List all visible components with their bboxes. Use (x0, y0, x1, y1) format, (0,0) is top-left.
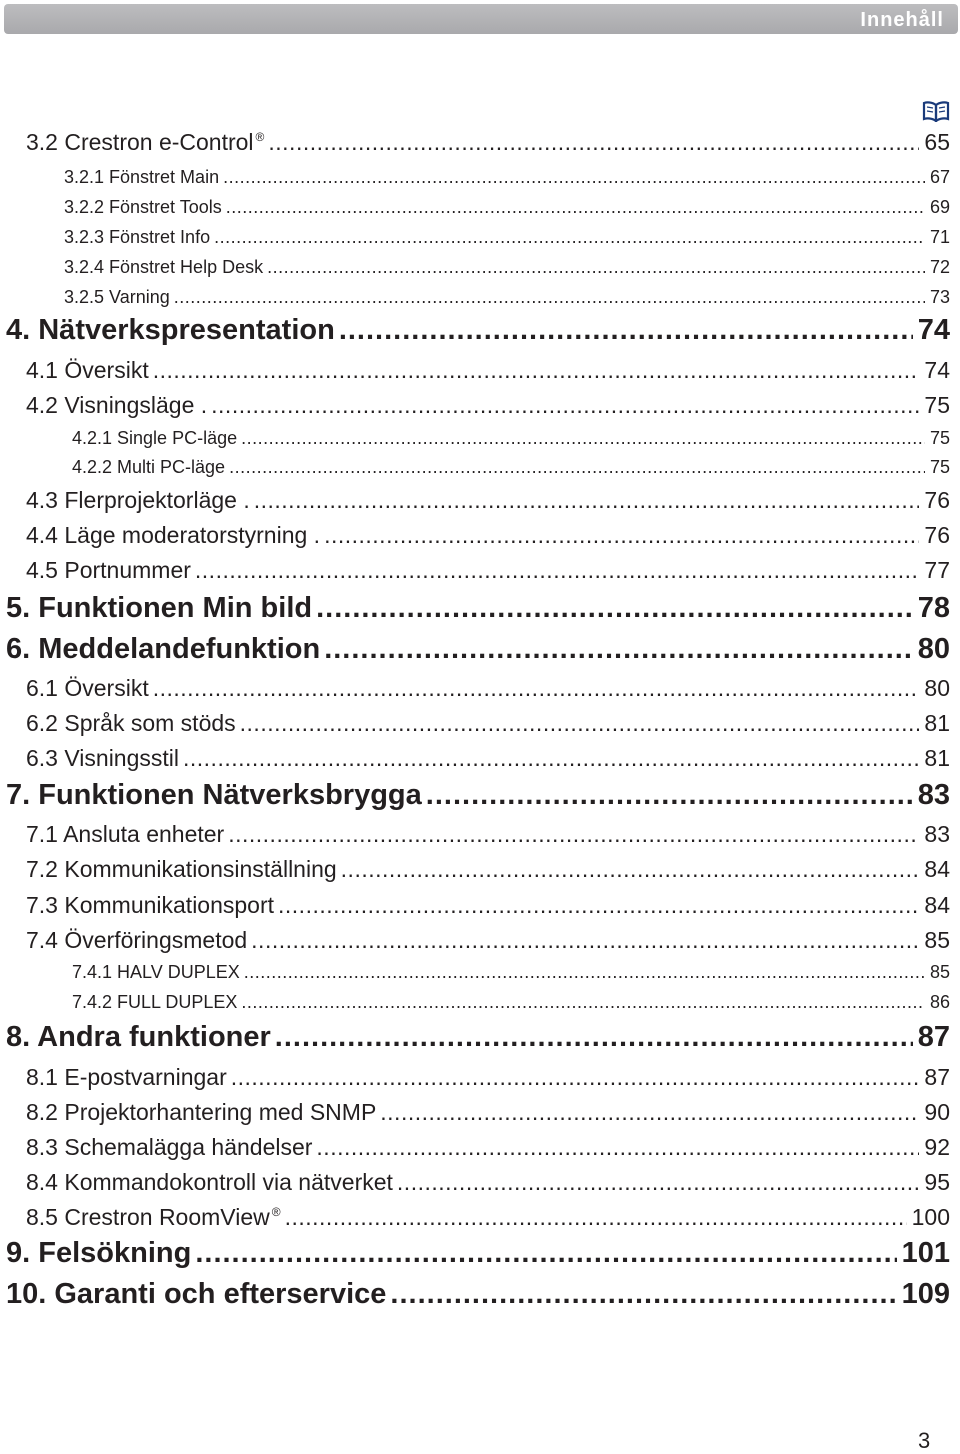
leader-dots (214, 227, 925, 248)
leader-dots (267, 257, 925, 278)
registered-mark: ® (271, 1205, 281, 1220)
toc-page: 75 (929, 457, 950, 477)
toc-entry[interactable] (26, 1064, 950, 1091)
leader-dots (226, 197, 925, 218)
toc-entry[interactable] (26, 557, 950, 584)
toc-page: 73 (929, 287, 950, 307)
leader-dots (195, 1237, 896, 1270)
toc-label: 8.2 Projektorhantering med SNMP (26, 1099, 377, 1125)
leader-dots (324, 522, 919, 549)
leader-dots (278, 892, 919, 919)
toc-page: 76 (924, 487, 950, 513)
toc-label: 10. Garanti och efterservice (6, 1278, 387, 1310)
toc-entry[interactable] (26, 821, 950, 848)
toc-label: 6. Meddelandefunktion (6, 633, 321, 665)
toc-entry[interactable] (26, 357, 950, 384)
leader-dots (324, 633, 913, 666)
toc-entry[interactable] (26, 675, 950, 702)
toc-label: 3.2.1 Fönstret Main (64, 167, 220, 187)
toc-page: 69 (929, 197, 950, 217)
leader-dots (285, 1204, 907, 1231)
toc-entry[interactable] (6, 779, 950, 812)
toc-entry[interactable] (64, 257, 950, 278)
toc-entry[interactable] (26, 1169, 950, 1196)
toc-page: 74 (924, 357, 950, 383)
toc-entry[interactable] (6, 592, 950, 625)
toc-label: 6.2 Språk som stöds (26, 710, 236, 736)
toc-page: 74 (917, 314, 950, 346)
toc-label: 6.3 Visningsstil (26, 745, 179, 771)
toc-page: 87 (924, 1064, 950, 1090)
toc-label: 5. Funktionen Min bild (6, 592, 313, 624)
toc-entry[interactable] (72, 962, 950, 983)
leader-dots (397, 1169, 919, 1196)
leader-dots (251, 927, 919, 954)
toc-page: 90 (924, 1099, 950, 1125)
toc-page: 71 (929, 227, 950, 247)
leader-dots (195, 557, 920, 584)
toc-entry[interactable] (64, 167, 950, 188)
toc-page: 75 (924, 392, 950, 418)
leader-dots (223, 167, 925, 188)
toc-page: 86 (929, 992, 950, 1012)
toc-label: 7.4.2 FULL DUPLEX (72, 992, 238, 1012)
toc-label: 3.2.4 Fönstret Help Desk (64, 257, 264, 277)
toc-page: 83 (924, 821, 950, 847)
leader-dots (241, 428, 925, 449)
toc-label: 8.5 Crestron RoomView (26, 1204, 270, 1230)
toc-page: 80 (917, 633, 950, 665)
toc-entry[interactable] (26, 856, 950, 883)
toc-label: 4.3 Flerprojektorläge . (26, 487, 250, 513)
toc-page: 101 (901, 1237, 950, 1269)
toc-label: 3.2.5 Varning (64, 287, 170, 307)
toc-label: 7.4 Överföringsmetod (26, 927, 248, 953)
toc-label: 4.2.2 Multi PC-läge (72, 457, 226, 477)
toc-entry[interactable] (26, 129, 950, 156)
registered-mark: ® (255, 130, 265, 145)
leader-dots (183, 745, 919, 772)
leader-dots (153, 675, 920, 702)
toc-entry[interactable] (72, 992, 950, 1013)
toc-label: 3.2.2 Fönstret Tools (64, 197, 222, 217)
leader-dots (316, 592, 913, 625)
toc-entry[interactable] (26, 522, 950, 549)
toc-page: 92 (924, 1134, 950, 1160)
toc-entry[interactable] (6, 1278, 950, 1311)
leader-dots (240, 710, 920, 737)
toc-label: 7.1 Ansluta enheter (26, 821, 225, 847)
toc-label: 6.1 Översikt (26, 675, 149, 701)
toc-label: 4.4 Läge moderatorstyrning . (26, 522, 321, 548)
toc-page: 76 (924, 522, 950, 548)
toc-page: 65 (924, 129, 950, 155)
toc-entry[interactable] (64, 197, 950, 218)
toc-entry[interactable] (26, 927, 950, 954)
toc-entry[interactable] (6, 1021, 950, 1054)
toc-page: 87 (917, 1021, 950, 1053)
leader-dots (231, 1064, 920, 1091)
toc-entry[interactable] (6, 633, 950, 666)
leader-dots (229, 457, 925, 478)
book-icon (922, 100, 950, 122)
toc-page: 84 (924, 856, 950, 882)
toc-entry[interactable] (6, 314, 950, 347)
toc-page: 85 (924, 927, 950, 953)
toc-label: 4.2.1 Single PC-läge (72, 428, 238, 448)
toc-label: 3.2.3 Fönstret Info (64, 227, 211, 247)
toc-page: 81 (924, 710, 950, 736)
leader-dots (341, 856, 920, 883)
leader-dots (316, 1134, 919, 1161)
toc-entry[interactable] (26, 1134, 950, 1161)
leader-dots (268, 129, 919, 156)
leader-dots (244, 962, 925, 983)
toc-page: 84 (924, 892, 950, 918)
toc-label: 7.2 Kommunikationsinställning (26, 856, 337, 882)
toc-entry[interactable] (26, 392, 950, 419)
toc-label: 7.4.1 HALV DUPLEX (72, 962, 240, 982)
toc-page: 72 (929, 257, 950, 277)
toc-page: 77 (924, 557, 950, 583)
toc-page: 95 (924, 1169, 950, 1195)
leader-dots (228, 821, 919, 848)
leader-dots (254, 487, 920, 514)
toc-entry[interactable] (26, 487, 950, 514)
toc-entry[interactable] (64, 227, 950, 248)
toc-label: 8.4 Kommandokontroll via nätverket (26, 1169, 393, 1195)
toc-entry[interactable] (64, 287, 950, 308)
leader-dots (380, 1099, 919, 1126)
toc-page: 67 (929, 167, 950, 187)
toc-entry[interactable] (26, 892, 950, 919)
toc-entry[interactable] (26, 1099, 950, 1126)
toc-entry[interactable] (72, 457, 950, 478)
toc-page: 80 (924, 675, 950, 701)
leader-dots (241, 992, 925, 1013)
header-bar (4, 4, 958, 34)
toc-entry[interactable] (26, 745, 950, 772)
toc-page: 83 (917, 779, 950, 811)
leader-dots (390, 1278, 896, 1311)
leader-dots (153, 357, 920, 384)
leader-dots (174, 287, 925, 308)
toc-label: 4. Nätverkspresentation (6, 314, 335, 346)
leader-dots (211, 392, 919, 419)
toc-entry[interactable] (6, 1237, 950, 1270)
toc-page: 85 (929, 962, 950, 982)
leader-dots (426, 779, 913, 812)
toc-page: 100 (911, 1204, 950, 1230)
toc-page: 75 (929, 428, 950, 448)
toc-label: 4.1 Översikt (26, 357, 149, 383)
toc-label: 3.2 Crestron e-Control (26, 129, 254, 155)
toc-label: 4.5 Portnummer (26, 557, 191, 583)
header-title: Innehåll (860, 9, 944, 31)
toc-entry[interactable] (26, 1204, 950, 1231)
leader-dots (275, 1021, 913, 1054)
toc-page: 109 (901, 1278, 950, 1310)
toc-page: 81 (924, 745, 950, 771)
page-number: 3 (918, 1428, 931, 1453)
toc-label: 8.1 E-postvarningar (26, 1064, 227, 1090)
toc-label: 9. Felsökning (6, 1237, 192, 1269)
toc-entry[interactable] (26, 710, 950, 737)
toc-page: 78 (917, 592, 950, 624)
toc-label: 7.3 Kommunikationsport (26, 892, 275, 918)
toc-label: 7. Funktionen Nätverksbrygga (6, 779, 422, 811)
leader-dots (339, 314, 913, 347)
toc-label: 4.2 Visningsläge . (26, 392, 208, 418)
toc-entry[interactable] (72, 428, 950, 449)
toc-label: 8. Andra funktioner (6, 1021, 271, 1053)
toc-label: 8.3 Schemalägga händelser (26, 1134, 313, 1160)
